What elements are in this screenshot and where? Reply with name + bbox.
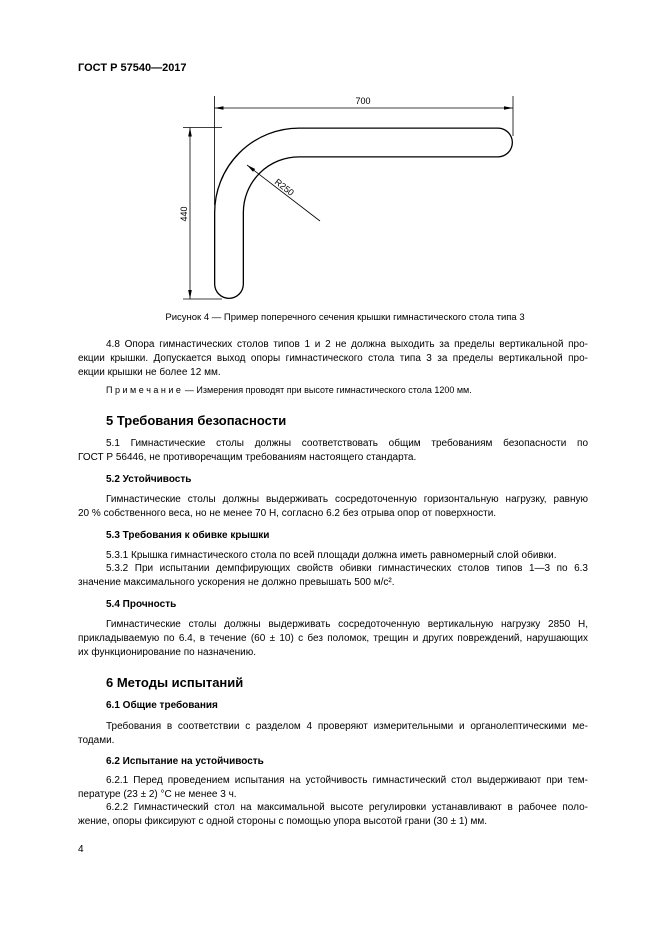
- text-line: прикладываемую по 6.4, в течение (60 ± 10) с без поломок, трещин и других повреждений, нарушающих: [78, 633, 588, 644]
- text-line: 6.2.1 Перед проведением испытания на устойчивость гимнастический стол выдерживают при тем-: [106, 775, 588, 786]
- note-label: П р и м е ч а н и е: [106, 385, 181, 395]
- tube-profile-inner: [229, 143, 498, 285]
- clause-5-3-2: [78, 562, 588, 590]
- text-line: 5.1 Гимнастические столы должны соответствовать общим требованиям безопасности по: [106, 438, 588, 449]
- clause-4-8: [78, 338, 588, 380]
- clause-5-1: [78, 437, 588, 465]
- clause-6-2-title-block: [78, 755, 588, 769]
- figure-drawing: [0, 0, 661, 310]
- section-6-title-block: [78, 675, 588, 691]
- dimension-label-height: 440: [179, 206, 189, 222]
- clause-6-2-1: [78, 774, 588, 802]
- text-line: жение, опоры фиксируют с одной стороны с помощью упора высотой грани (30 ± 1) мм.: [78, 816, 488, 827]
- subsection-title: 5.2 Устойчивость: [106, 474, 192, 485]
- clause-5-4: [78, 618, 588, 660]
- text-line: 5.3.1 Крышка гимнастического стола по всей площади должна иметь равномерный слой обивки.: [106, 550, 557, 561]
- text-line: пературе (23 ± 2) °С не менее 3 ч.: [78, 789, 237, 800]
- subsection-title: 6.1 Общие требования: [106, 700, 218, 711]
- radius-label: R250: [272, 176, 296, 198]
- section-title: 6 Методы испытаний: [106, 675, 244, 690]
- clause-6-1-title-block: [78, 699, 588, 713]
- text-line: Требования в соответствии с разделом 4 проверяют измерительными и органолептическими ме-: [106, 721, 588, 732]
- text-line: тодами.: [78, 735, 115, 746]
- text-line: екции крышки не более 12 мм.: [78, 367, 221, 378]
- document-code-header: ГОСТ Р 57540—2017: [78, 62, 187, 74]
- clause-6-2-2: [78, 801, 588, 829]
- dimension-label-width: 700: [355, 96, 371, 106]
- text-line: ГОСТ Р 56446, не противоречащим требованиям настоящего стандарта.: [78, 452, 417, 463]
- note: [78, 383, 588, 397]
- text-line: 4.8 Опора гимнастических столов типов 1 и 2 не должна выходить за пределы вертикальной про-: [106, 339, 588, 350]
- subsection-title: 5.3 Требования к обивке крышки: [106, 530, 270, 541]
- clause-5-3-title-block: [78, 529, 588, 543]
- page-number: 4: [78, 844, 84, 855]
- subsection-title: 6.2 Испытание на устойчивость: [106, 756, 264, 767]
- clause-5-3-1: [78, 549, 588, 563]
- clause-5-2: [78, 493, 588, 521]
- text-line: 20 % собственного веса, но не менее 70 Н, согласно 6.2 без отрыва опор от поверхности.: [78, 508, 497, 519]
- figure-caption: Рисунок 4 — Пример поперечного сечения крышки гимнастического стола типа 3: [165, 312, 525, 323]
- clause-5-4-title-block: [78, 598, 588, 612]
- text-line: их функционирование по назначению.: [78, 647, 257, 658]
- clause-6-1: [78, 720, 588, 748]
- radius-leader-line: [247, 165, 320, 221]
- clause-5-2-title-block: [78, 473, 588, 487]
- text-line: Гимнастические столы должны выдерживать сосредоточенную вертикальную нагрузку 2850 Н,: [106, 619, 588, 630]
- section-5-title-block: [78, 413, 588, 429]
- note-text: — Измерения проводят при высоте гимнастического стола 1200 мм.: [184, 385, 472, 395]
- text-line: Гимнастические столы должны выдерживать сосредоточенную горизонтальную нагрузку, равную: [106, 494, 588, 505]
- text-line: значение максимального ускорения не должно превышать 500 м/с².: [78, 577, 395, 588]
- text-line: 5.3.2 При испытании демпфирующих свойств обивки гимнастических столов типов 1—3 по 6.3: [106, 563, 588, 574]
- section-title: 5 Требования безопасности: [106, 413, 287, 428]
- text-line: екции крышки. Допускается выход опоры гимнастического стола типа 3 за пределы вертикальной про-: [78, 353, 588, 364]
- subsection-title: 5.4 Прочность: [106, 599, 177, 610]
- text-line: 6.2.2 Гимнастический стол на максимальной высоте регулировки устанавливают в рабочее поло-: [106, 802, 588, 813]
